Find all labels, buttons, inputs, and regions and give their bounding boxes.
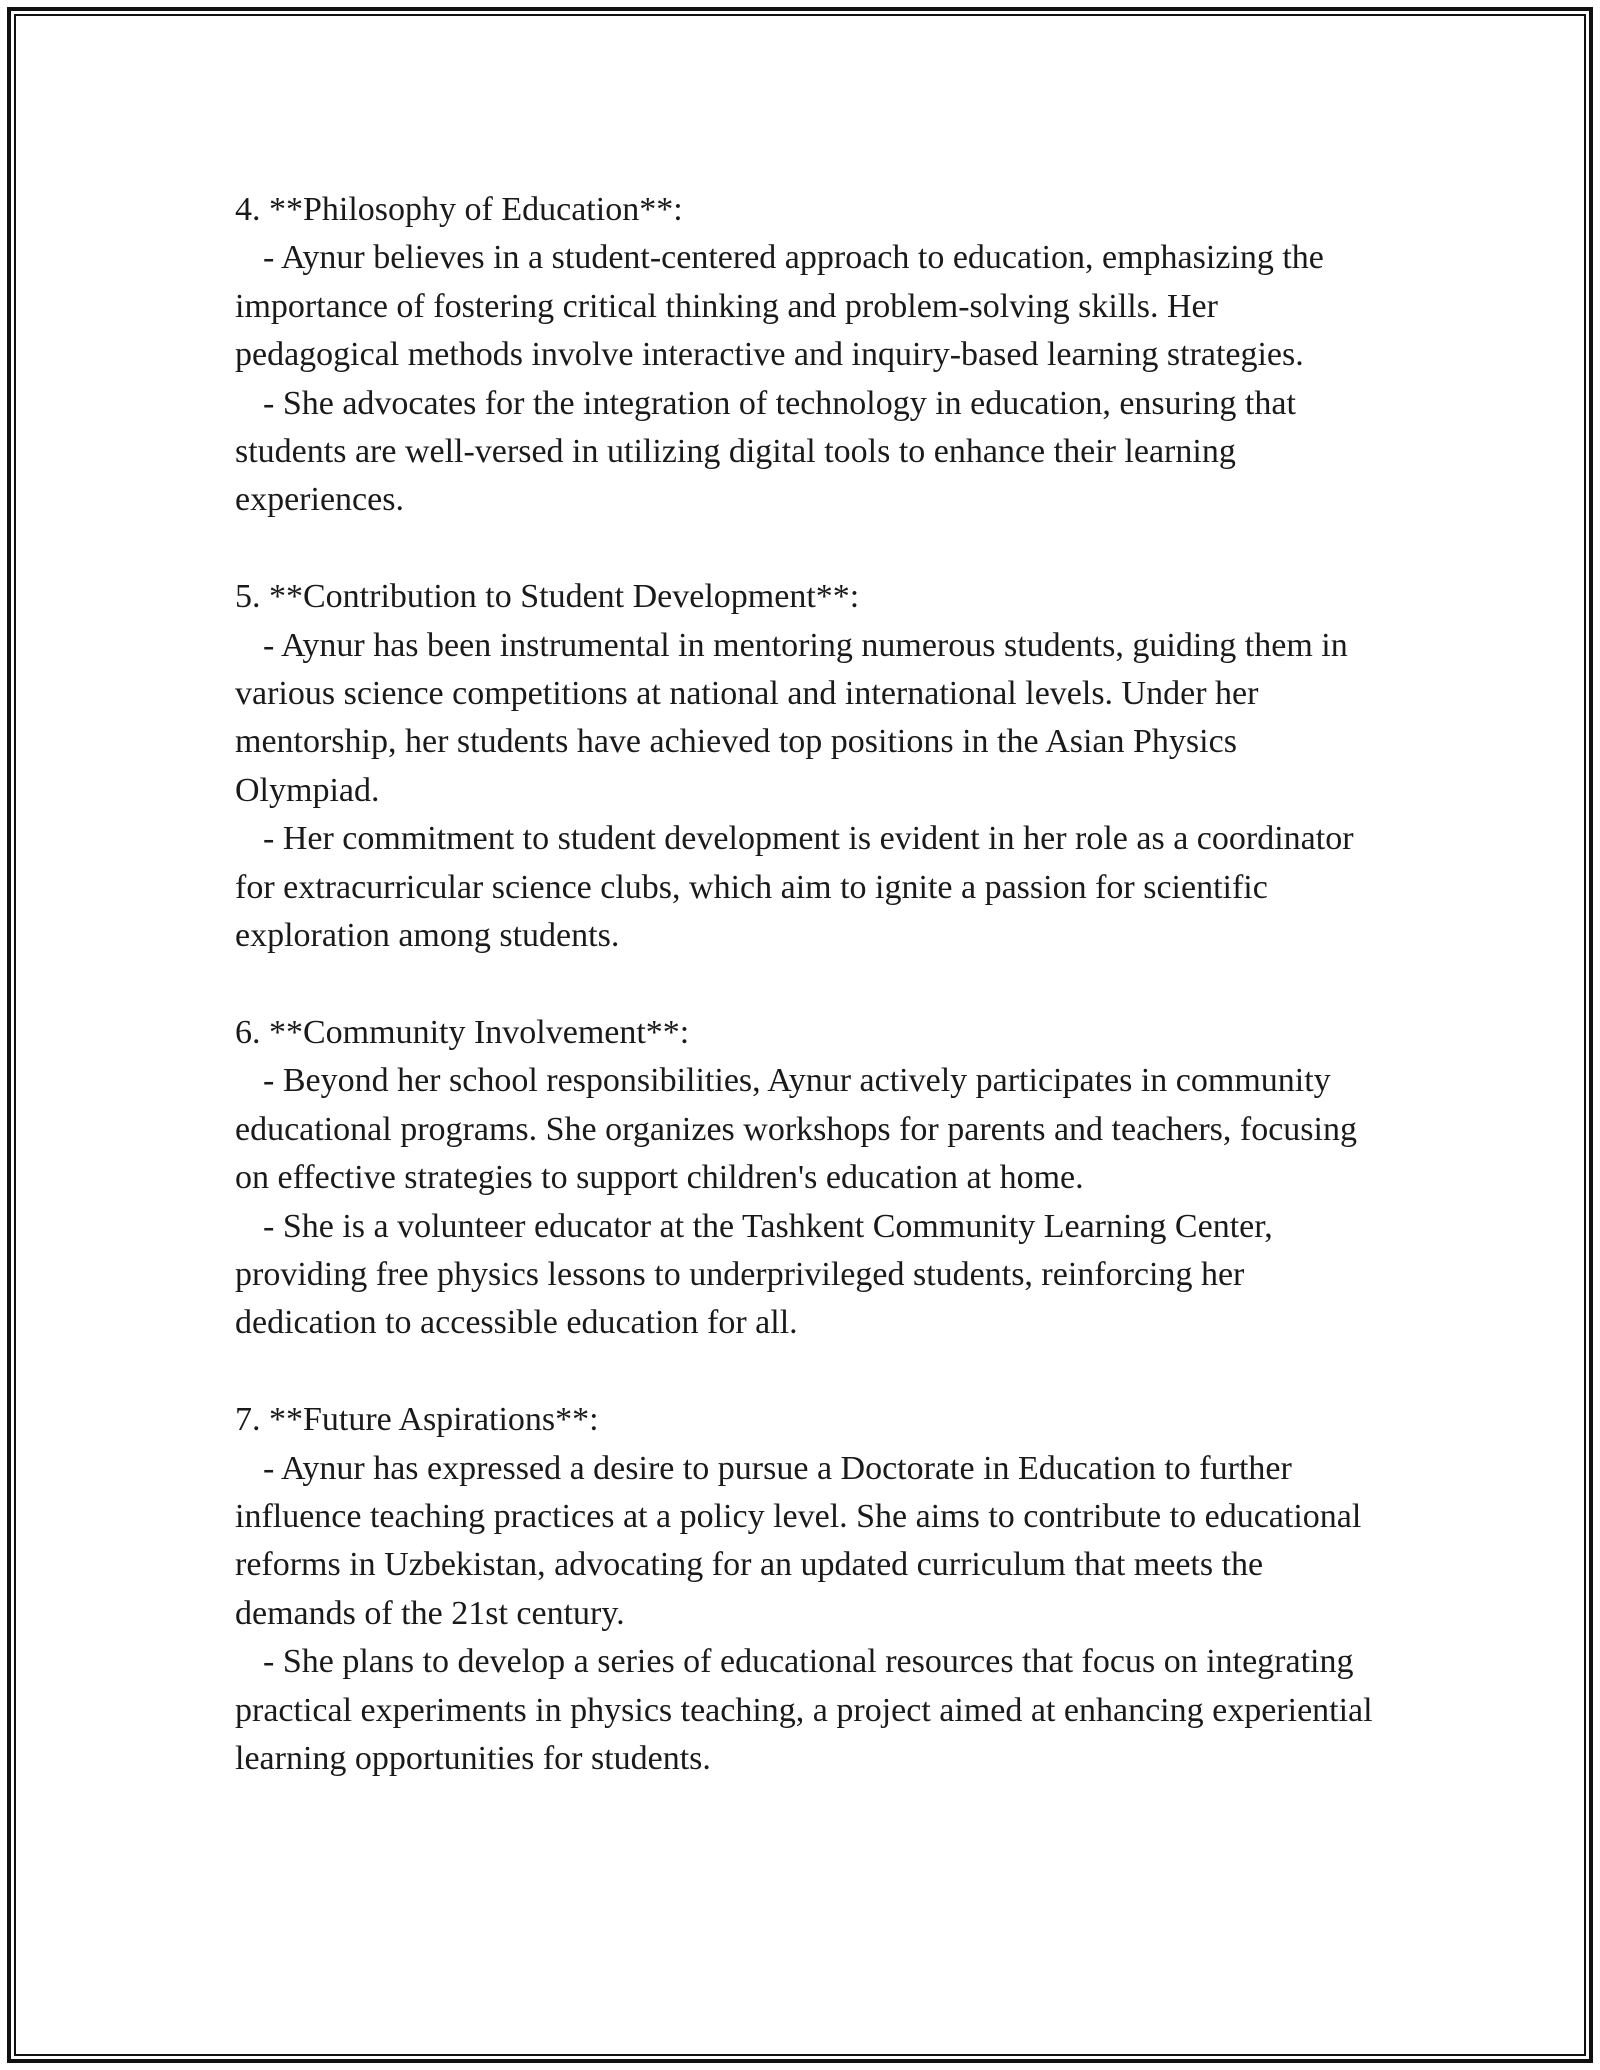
section-heading: 5. **Contribution to Student Development**:: [235, 578, 860, 616]
section-contribution-to-student-development: [235, 573, 1375, 960]
section-paragraph: - She is a volunteer educator at the Tashkent Community Learning Center, providing free physics lessons to underprivileged students, reinforcing her dedication to accessible education for all.: [235, 1207, 1273, 1342]
section-heading: 4. **Philosophy of Education**:: [235, 191, 683, 228]
section-philosophy-of-education: [235, 186, 1375, 525]
section-heading: 7. **Future Aspirations**:: [235, 1401, 599, 1439]
section-paragraph: - She plans to develop a series of educational resources that focus on integrating practical experiments in physics teaching, a project aimed at enhancing experiential learning opportunities for students.: [235, 1643, 1373, 1777]
section-community-involvement: [235, 1009, 1375, 1348]
section-paragraph: - Aynur believes in a student-centered approach to education, emphasizing the importance of fostering critical thinking and problem-solving skills. Her pedagogical methods involve interactive and inquiry-based learning strategies.: [235, 239, 1324, 374]
section-future-aspirations: [235, 1396, 1375, 1783]
section-paragraph: - Beyond her school responsibilities, Aynur actively participates in community educational programs. She organizes workshops for parents and teachers, focusing on effective strategies to support children's education at home.: [235, 1062, 1357, 1197]
section-paragraph: - Aynur has been instrumental in mentoring numerous students, guiding them in various science competitions at national and international levels. Under her mentorship, her students have achieved top positions in the Asian Physics Olympiad.: [235, 626, 1348, 809]
section-paragraph: - She advocates for the integration of technology in education, ensuring that students are well-versed in utilizing digital tools to enhance their learning experiences.: [235, 384, 1296, 519]
document-body: [235, 186, 1375, 1783]
section-paragraph: - Her commitment to student development is evident in her role as a coordinator for extracurricular science clubs, which aim to ignite a passion for scientific exploration among students.: [235, 820, 1354, 955]
section-paragraph: - Aynur has expressed a desire to pursue a Doctorate in Education to further influence teaching practices at a policy level. She aims to contribute to educational reforms in Uzbekistan, advocating for an updated curriculum that meets the demands of the 21st century.: [235, 1449, 1362, 1632]
section-heading: 6. **Community Involvement**:: [235, 1013, 690, 1051]
